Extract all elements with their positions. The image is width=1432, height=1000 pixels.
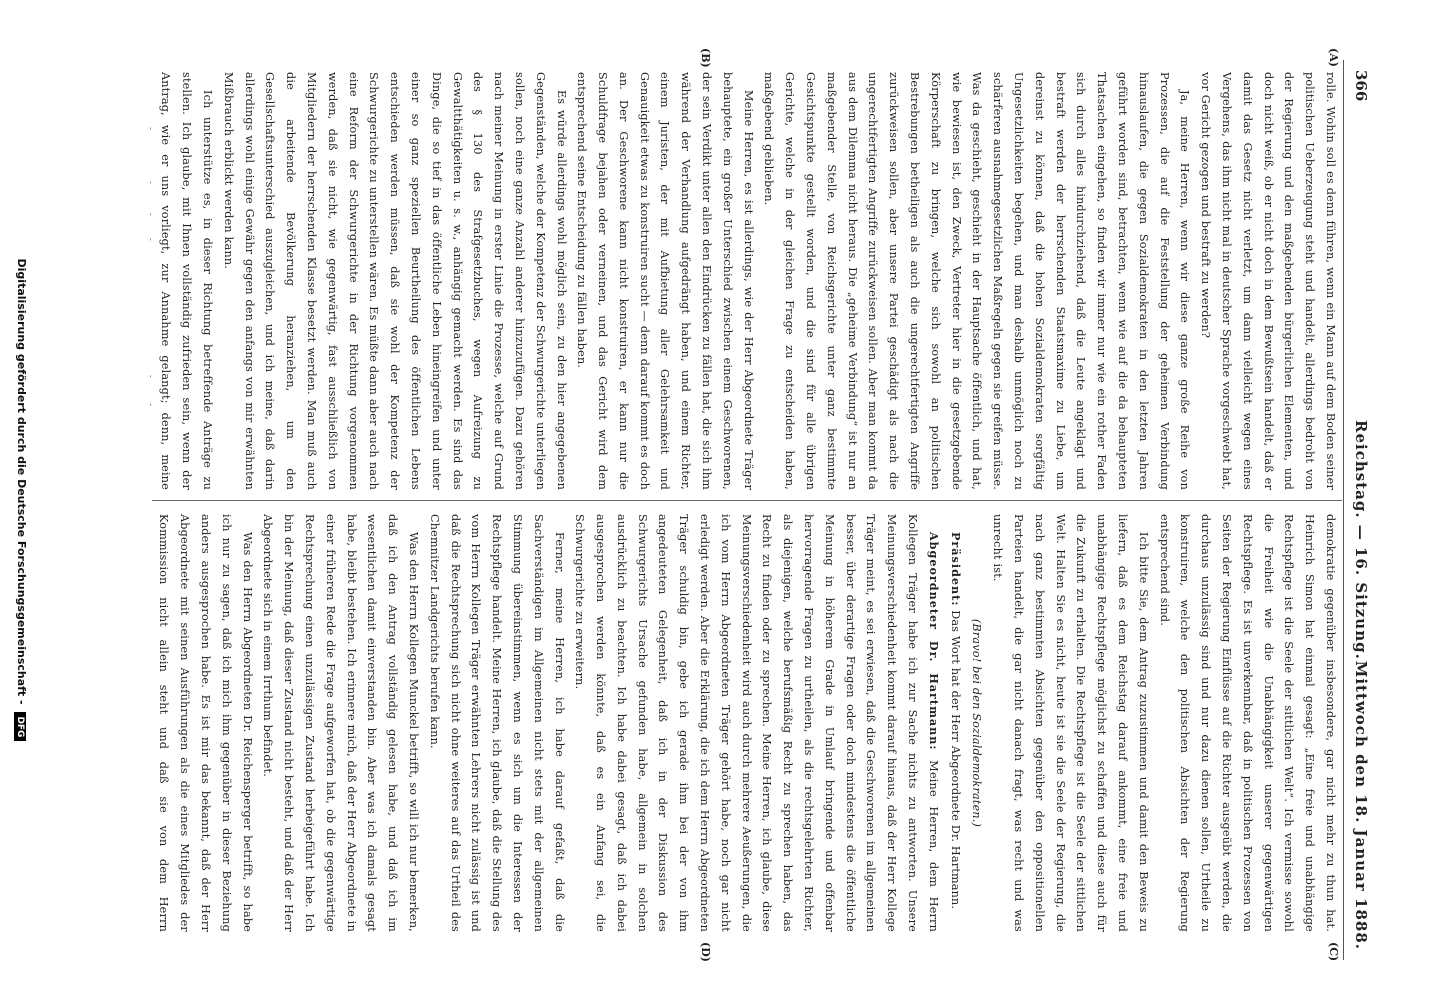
margin-note-c: (C) [1327,942,1340,962]
text-paragraph: Ja, meine Herren, wenn wir diese ganze große Reihe von Prozessen, die auf die Feststellung der geheimen Verbindung hinauslaufen, die gegen Sozialdemokraten in den letzten Jahren geführt worden sind, betrachten, wenn wie auf die da behaupteten Thatsachen eingehen, so finden wir immer nur wie ein rother Faden sich durch alles hindurchziehend, daß die Leute angeklagt und bestraft werden der herrschenden Staatsmaxime zu Liebe, um dereinst zu können, daß die hohen Sozialdemokraten sorgfältig Ungesetzlichkeiten begehen, und man deshalb unmöglich noch zu schärferen ausnahmegesetzlichen Maßregeln gegen sie greifen müsse. Was da geschieht, geschieht in der Hauptsache öffentlich, und hat, wie bewiesen ist, den Zweck, Vertreter hier in die gesetzgebende Körperschaft zu bringen, welche sich sowohl an politischen Bestrebungen betheiligen als auch die ungerechtfertigten Angriffe zurückweisen sollen, aber unsere Partei geschädigt als nach die ungerechtfertigten Angriffe zurückweisen sollen. Aber man kommt da aus dem Dilemma nicht heraus. Die „geheime Verbindung“ ist nur an maßgebender Stelle, von Reichsgerichte unter ganz bestimmte Gesichtspunkte gestellt worden, und die sind für alle übrigen Gerichte, welche in der gleichen Frage zu entscheiden haben, maßgebend geblieben. [762,72,1192,490]
right-text-column [150,514,1340,932]
speech-text: Das Wort hat der Herr Abgeordnete Dr. Hartmann. [948,610,962,910]
stage-direction: (Bravo! bei den Sozialdemokraten.) [970,618,984,828]
footer-text: Digitalisierung gefördert durch die Deutsche Forschungsgemeinschaft - [15,258,28,705]
margin-note-a: (A) [1327,48,1340,67]
speech-paragraph [569,514,944,932]
session-date: Mittwoch den 18. Januar 1888. [1352,660,1370,950]
page-header [1348,70,1370,950]
session-title: Reichstag. — 16. Sitzung. [1352,420,1370,660]
text-paragraph: rolle. Wohin soll es denn führen, wenn ein Mann auf dem Boden seiner politischen Ueberzeugung steht und handelt, allerdings bedroht von der Regierung und den maßgebenden bürgerlichen Elementen, und doch nicht weiß, ob er nicht doch in dem Bewußtsein handelt, daß er damit das Gesetz nicht verletzt, um dann vielleicht wegen eines Vergehens, das ihm nicht mal in deutscher Sprache vorgeschwebt hat, vor Gericht gezogen und bestraft zu werden? [1199,72,1337,490]
dfg-logo: DFG [14,712,26,741]
left-text-column [150,72,1340,490]
page-number: 366 [1352,70,1370,102]
text-paragraph: Meine Herren, es ist allerdings, wie der Herr Abgeordnete Träger behauptete, ein großer Unterschied zwischen einem Geschworenen, der sein Verdikt unter allen den Eindrücken zu fällen hat, die sich ihm während der Verhandlung aufgedrängt haben, und einem Richter, einem Juristen, der mit Aufbietung aller Gelehrsamkeit und Genauigkeit etwas zu konstruiren sucht — denn darauf kommt es doch an. Der Geschworene kann nicht konstruiren, er kann nur die Schuldfrage bejahen oder verneinen, und das Gericht wird dem entsprechend seine Entscheidung zu fällen haben. [575,72,755,490]
text-paragraph: Ferner, meine Herren, ich habe darauf gefaßt, daß die Sachverständigen im Allgemeinen nicht stets mit der allgemeinen Stimmung übereinstimmen, wenn es sich um die Interessen der Rechtspflege handelt. Meine Herren, ich glaube, daß die Stellung des vom Herrn Kollegen Träger erwähnten Lehrers nicht zulässig ist und daß die Rechtsprechung sich nicht ohne weiteres auf das Urtheil des Chemnitzer Landgerichts berufen kann. [427,514,566,932]
text-paragraph: demokratie gegenüber insbesondere, gar nicht mehr zu thun hat. Heinrich Simon hat einmal gesagt: „Eine freie und unabhängige Rechtspflege ist die Seele der sittlichen Welt“. Ich vermisse sowohl die Freiheit wie die Unabhängigkeit unserer gegenwärtigen Rechtspflege. Es ist unverkennbar, daß in politischen Prozessen von Seiten der Regierung Einflüsse auf die Richter ausgeübt werden, die durchaus unzulässig sind und nur dazu dienen sollen, Urtheile zu konstruiren, welche den politischen Absichten der Regierung entsprechend sind. [1157,514,1337,932]
margin-note-d: (D) [699,942,712,962]
digitization-footer [14,0,28,1000]
header-rule [1343,60,1344,960]
text-paragraph: Was den Herrn Abgeordneten Dr. Reichensperger betrifft, so habe ich nur zu sagen, daß ich mich ihm gegenüber in dieser Beziehung anders ausgesprochen habe. Es ist mir das bekannt, daß der Herr Abgeordnete mit seinen Ausführungen als die eines Mitgliedes der Kommission nicht allein steht und daß sie von dem Herrn [157,514,254,932]
speech-text: Meine Herren, dem Herrn Kollegen Träger habe ich zur Sache nichts zu antworten. Unsere Meinungsverschiedenheit kommt darauf hinaus, daß der Herr Kollege Träger meint, es sei erwiesen, daß die Geschworenen im allgemeinen besser, über derartige Fragen oder doch mindestens die öffentliche Meinung in höherem Grade in Umlauf bringende und offenbar hervorragende Fragen zu urtheilen, als die rechtsgelehrten Richter, als diejenigen, welche berufsmäßig Recht zu sprechen haben, das Recht zu finden oder zu sprechen. Meine Herren, ich glaube, diese Meinungsverschiedenheit wird auch durch mehrere Aeußerungen, die ich vom Herrn Abgeordneten Träger gehört habe, noch gar nicht erledigt werden. Aber die Erklärung, die ich dem Herrn Abgeordneten Träger schuldig bin, gebe ich gerade ihm bei der von ihm angedeuteten Gelegenheit, daß ich in der Diskussion des Schwurgerichts Ursache gefunden habe, allgemein in solchen ausdrücklich zu beachten. Ich habe dabei gesagt, daß ich dabei ausgesprochen werden könnte, daß es ein Anfang sei, die Schwurgerichte zu erweitern. [573,514,940,932]
text-paragraph: Was den Herrn Kollegen Munckel betrifft, so will ich nur bemerken, daß ich den Antrag vollständig gelesen habe, und daß ich im wesentlichen damit einverstanden bin. Aber was ich damals gesagt habe, bleibt bestehen. Ich erinnere mich, daß der Herr Abgeordnete in einer früheren Rede die Frage aufgeworfen hat, ob die gegenwärtige Rechtsprechung einen unzulässigen Zustand herbeigeführt habe. Ich bin der Meinung, daß dieser Zustand nicht besteht, und daß der Herr Abgeordnete sich in einem Irrthum befindet. [261,514,420,932]
speech-paragraph [944,514,966,932]
text-paragraph: Ich unterstütze es, in dieser Richtung betreffende Anträge zu stellen. Ich glaube, mit Ihnen vollständig zufrieden sein, wenn der Antrag, wie er uns vorliegt, zur Annahme gelangt; denn, meine [159,72,214,490]
speaker-name: Präsident: [948,532,963,607]
speaker-name: Abgeordneter Dr. Hartmann: [926,532,941,751]
margin-note-b: (B) [699,48,712,68]
column-divider [152,500,1342,501]
text-paragraph: Ich bitte Sie, dem Antrag zuzustimmen und damit den Beweis zu liefern, daß es dem Reichstag darauf ankommt, eine freie und unabhängige Rechtspflege möglichst zu schaffen und diese auch für die Zukunft zu erhalten. Die Rechtspflege ist die Seele der sittlichen Welt. Halten Sie es nicht, heute ist sie die Seele der Regierung, die nach ganz bestimmten Absichten gegenüber den oppositionellen Parteien handelt, die gar nicht danach fragt, was recht und was unrecht ist. [991,514,1150,932]
text-paragraph: Es würde allerdings wohl möglich sein, zu den hier angegebenen Gegenständen, welche der Kompetenz der Schwurgerichte unterliegen sollen, noch eine ganze Anzahl anderer hinzuzufügen. Dazu gehören nach meiner Meinung in erster Linie die Prozesse, welche auf Grund des § 130 des Strafgesetzbuches, wegen Aufreizung zu Gewaltthätigkeiten u. s. w., anhängig gemacht werden. Es sind das Dinge, die so tief in das öffentliche Leben hineingreifen und unter einer so ganz speziellen Beurtheilung des öffentlichen Lebens entschieden werden müssen, daß sie wohl der Kompetenz der Schwurgerichte zu unterstellen wären. Es müßte dann aber auch nach eine Reform der Schwurgerichte in der Richtung vorgenommen werden, daß sie nicht, wie gegenwärtig, fast ausschließlich von Mitgliedern der herrschenden Klasse besetzt werden. Man muß auch die arbeitende Bevölkerung heranziehen, um den Gesellschaftsunterschied auszugleichen, und ich meine, daß darin allerdings wohl einige Gewähr gegen den anfangs von mir erwähnten Mißbrauch erblickt werden kann. [221,72,568,490]
